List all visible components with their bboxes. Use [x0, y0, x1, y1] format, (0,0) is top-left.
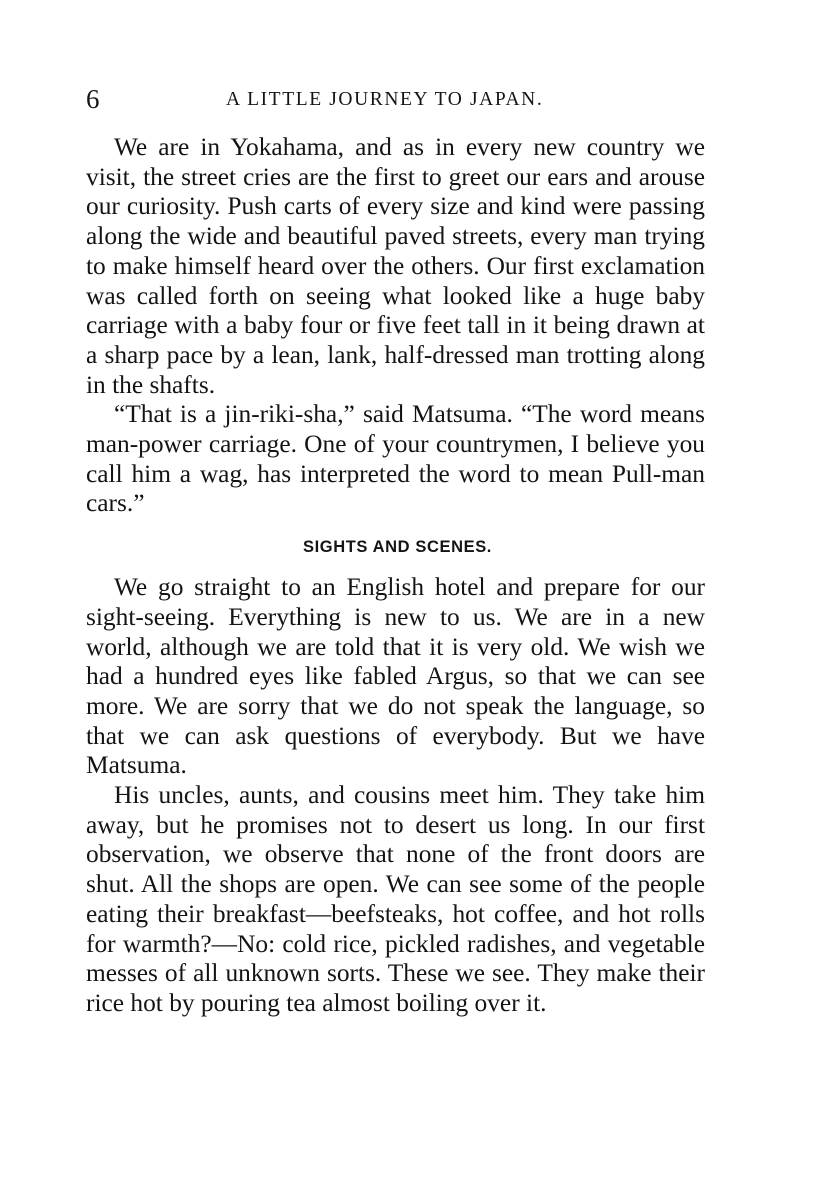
body-text: [86, 133, 705, 1019]
page-number: 6: [86, 84, 100, 114]
page-header: [86, 82, 722, 116]
paragraph: His uncles, aunts, and cousins meet him. They take him away, but he promises not to desert us long. In our first observation, we observe that none of the front doors are shut. All the shops are open. We can see some of the people eating their breakfast—beefsteaks, hot coffee, and hot rolls for warmth?—No: cold rice, pickled radishes, and vegetable messes of all unknown sorts. These we see. They make their rice hot by pouring tea almost boiling over it.: [86, 781, 705, 1017]
paragraph: We are in Yokahama, and as in every new country we visit, the street cries are the first to greet our ears and arouse our curiosity. Push carts of every size and kind were passing along the wide and beautiful paved streets, every man trying to make himself heard over the others. Our first exclamation was called forth on seeing what looked like a huge baby carriage with a baby four or five feet tall in it being drawn at a sharp pace by a lean, lank, half-dressed man trotting along in the shafts.: [86, 133, 705, 399]
running-title: A LITTLE JOURNEY TO JAPAN.: [226, 89, 544, 110]
section-heading: SIGHTS AND SCENES.: [303, 538, 492, 557]
paragraph: We go straight to an English hotel and prepare for our sight-seeing. Everything is new to us. We are in a new world, although we are told that it is very old. We wish we had a hundred eyes like fabled Argus, so that we can see more. We are sorry that we do not speak the language, so that we can ask questions of everybody. But we have Matsuma.: [86, 573, 705, 780]
paragraph: “That is a jin-riki-sha,” said Matsuma. “The word means man-power carriage. One of your countrymen, I believe you call him a wag, has interpreted the word to mean Pull-man cars.”: [86, 400, 705, 518]
